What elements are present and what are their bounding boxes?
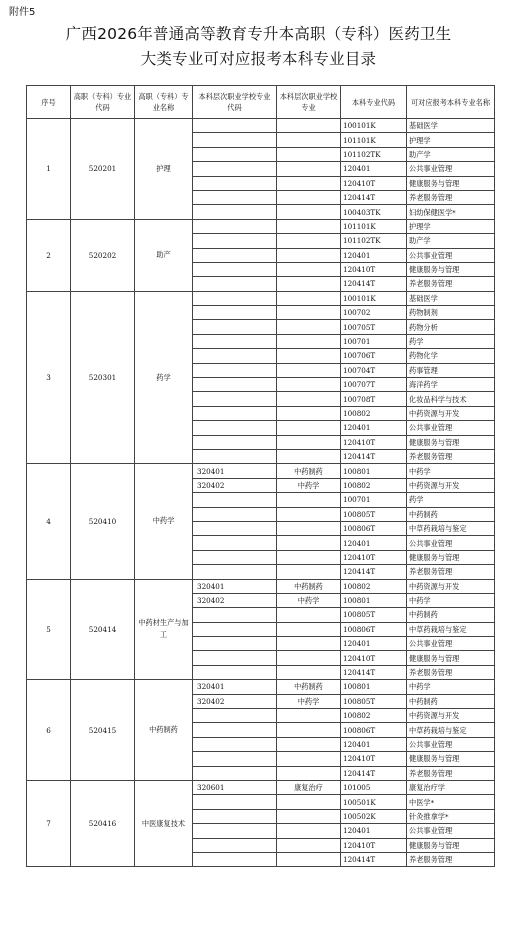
undergrad-major-code: 101101K	[341, 133, 407, 147]
vocational-major-code: 520410	[71, 464, 135, 579]
undergrad-major-code: 100802	[341, 709, 407, 723]
undergrad-major-name: 公共事业管理	[407, 248, 495, 262]
undergrad-major-code: 100802	[341, 406, 407, 420]
vocational-undergrad-major	[277, 421, 341, 435]
vocational-undergrad-code	[193, 119, 277, 133]
undergrad-major-code: 120410T	[341, 550, 407, 564]
vocational-undergrad-code	[193, 435, 277, 449]
row-seq-number: 5	[27, 579, 71, 680]
vocational-undergrad-major	[277, 723, 341, 737]
vocational-undergrad-major	[277, 665, 341, 679]
vocational-undergrad-major	[277, 449, 341, 463]
vocational-undergrad-major	[277, 507, 341, 521]
undergrad-major-name: 中药资源与开发	[407, 406, 495, 420]
undergrad-major-name: 健康服务与管理	[407, 651, 495, 665]
row-seq-number: 2	[27, 219, 71, 291]
undergrad-major-code: 100806T	[341, 521, 407, 535]
vocational-undergrad-major	[277, 234, 341, 248]
row-seq-number: 6	[27, 680, 71, 781]
undergrad-major-name: 公共事业管理	[407, 637, 495, 651]
vocational-major-code: 520301	[71, 291, 135, 464]
undergrad-major-name: 公共事业管理	[407, 162, 495, 176]
vocational-major-name: 助产	[135, 219, 193, 291]
undergrad-major-name: 针灸推拿学*	[407, 809, 495, 823]
vocational-undergrad-major	[277, 133, 341, 147]
vocational-undergrad-code: 320402	[193, 593, 277, 607]
header-undergrad-name: 可对应报考本科专业名称	[407, 86, 495, 119]
undergrad-major-code: 120401	[341, 421, 407, 435]
undergrad-major-name: 妇幼保健医学*	[407, 205, 495, 219]
vocational-undergrad-code	[193, 291, 277, 305]
vocational-undergrad-major: 中药制药	[277, 579, 341, 593]
vocational-undergrad-major	[277, 219, 341, 233]
vocational-undergrad-code	[193, 190, 277, 204]
undergrad-major-code: 101005	[341, 780, 407, 794]
undergrad-major-code: 100707T	[341, 378, 407, 392]
vocational-undergrad-major	[277, 277, 341, 291]
vocational-undergrad-code	[193, 838, 277, 852]
undergrad-major-code: 100101K	[341, 291, 407, 305]
vocational-undergrad-major	[277, 521, 341, 535]
undergrad-major-code: 100801	[341, 593, 407, 607]
undergrad-major-name: 养老服务管理	[407, 665, 495, 679]
undergrad-major-name: 药物分析	[407, 320, 495, 334]
undergrad-major-name: 公共事业管理	[407, 737, 495, 751]
table-row	[27, 291, 495, 305]
undergrad-major-code: 100805T	[341, 608, 407, 622]
vocational-major-code: 520415	[71, 680, 135, 781]
vocational-undergrad-major	[277, 291, 341, 305]
undergrad-major-code: 100705T	[341, 320, 407, 334]
undergrad-major-name: 基础医学	[407, 291, 495, 305]
undergrad-major-code: 120410T	[341, 262, 407, 276]
vocational-undergrad-code	[193, 392, 277, 406]
vocational-major-code: 520414	[71, 579, 135, 680]
vocational-undergrad-major	[277, 320, 341, 334]
vocational-undergrad-code	[193, 809, 277, 823]
vocational-undergrad-code	[193, 234, 277, 248]
undergrad-major-code: 120414T	[341, 565, 407, 579]
vocational-major-name: 中药材生产与加工	[135, 579, 193, 680]
undergrad-major-name: 健康服务与管理	[407, 752, 495, 766]
header-undergrad-code: 本科专业代码	[341, 86, 407, 119]
undergrad-major-code: 100701	[341, 334, 407, 348]
vocational-undergrad-code	[193, 334, 277, 348]
undergrad-major-code: 120414T	[341, 277, 407, 291]
undergrad-major-name: 中药制药	[407, 694, 495, 708]
vocational-undergrad-major: 中药学	[277, 694, 341, 708]
vocational-undergrad-code	[193, 737, 277, 751]
vocational-undergrad-code	[193, 752, 277, 766]
vocational-undergrad-major: 中药学	[277, 593, 341, 607]
vocational-undergrad-code	[193, 709, 277, 723]
undergrad-major-name: 健康服务与管理	[407, 435, 495, 449]
table-row	[27, 579, 495, 593]
undergrad-major-code: 120401	[341, 162, 407, 176]
vocational-undergrad-code	[193, 493, 277, 507]
header-vocational-code: 高职（专科）专业代码	[71, 86, 135, 119]
undergrad-major-code: 101102TK	[341, 234, 407, 248]
undergrad-major-code: 120410T	[341, 838, 407, 852]
document-title-line-2: 大类专业可对应报考本科专业目录	[140, 50, 377, 68]
vocational-undergrad-code	[193, 147, 277, 161]
undergrad-major-name: 健康服务与管理	[407, 176, 495, 190]
vocational-undergrad-code	[193, 565, 277, 579]
vocational-undergrad-major	[277, 737, 341, 751]
vocational-undergrad-code	[193, 449, 277, 463]
vocational-undergrad-code	[193, 406, 277, 420]
undergrad-major-name: 药物化学	[407, 349, 495, 363]
undergrad-major-name: 养老服务管理	[407, 449, 495, 463]
undergrad-major-code: 100801	[341, 680, 407, 694]
vocational-undergrad-major	[277, 435, 341, 449]
undergrad-major-code: 120414T	[341, 852, 407, 866]
table-row	[27, 119, 495, 133]
vocational-undergrad-code	[193, 320, 277, 334]
vocational-undergrad-major	[277, 752, 341, 766]
vocational-undergrad-code	[193, 306, 277, 320]
undergrad-major-name: 护理学	[407, 219, 495, 233]
vocational-undergrad-major	[277, 709, 341, 723]
vocational-undergrad-code	[193, 852, 277, 866]
undergrad-major-name: 助产学	[407, 147, 495, 161]
undergrad-major-name: 养老服务管理	[407, 190, 495, 204]
undergrad-major-code: 100101K	[341, 119, 407, 133]
undergrad-major-code: 100701	[341, 493, 407, 507]
undergrad-major-code: 101102TK	[341, 147, 407, 161]
vocational-undergrad-code	[193, 205, 277, 219]
undergrad-major-name: 中药资源与开发	[407, 709, 495, 723]
undergrad-major-code: 100706T	[341, 349, 407, 363]
vocational-undergrad-code: 320402	[193, 694, 277, 708]
undergrad-major-name: 药事管理	[407, 363, 495, 377]
undergrad-major-code: 120410T	[341, 435, 407, 449]
vocational-undergrad-major: 中药制药	[277, 680, 341, 694]
undergrad-major-name: 养老服务管理	[407, 852, 495, 866]
vocational-undergrad-major	[277, 248, 341, 262]
vocational-undergrad-major	[277, 637, 341, 651]
vocational-undergrad-code	[193, 723, 277, 737]
vocational-undergrad-major	[277, 190, 341, 204]
undergrad-major-code: 120410T	[341, 651, 407, 665]
undergrad-major-name: 中药资源与开发	[407, 478, 495, 492]
undergrad-major-name: 护理学	[407, 133, 495, 147]
undergrad-major-name: 海洋药学	[407, 378, 495, 392]
vocational-undergrad-code: 320401	[193, 464, 277, 478]
undergrad-major-name: 健康服务与管理	[407, 838, 495, 852]
undergrad-major-name: 中药学	[407, 680, 495, 694]
undergrad-major-name: 化妆品科学与技术	[407, 392, 495, 406]
vocational-undergrad-major	[277, 205, 341, 219]
undergrad-major-code: 120410T	[341, 176, 407, 190]
undergrad-major-code: 120414T	[341, 449, 407, 463]
header-vocational-undergrad-major: 本科层次职业学校专业	[277, 86, 341, 119]
attachment-label: 附件5	[9, 7, 36, 18]
header-seq: 序号	[27, 86, 71, 119]
table-header-row	[27, 86, 495, 119]
vocational-undergrad-code: 320402	[193, 478, 277, 492]
vocational-undergrad-code: 320401	[193, 680, 277, 694]
undergrad-major-name: 健康服务与管理	[407, 550, 495, 564]
vocational-undergrad-code	[193, 536, 277, 550]
table-row	[27, 219, 495, 233]
vocational-undergrad-code	[193, 421, 277, 435]
undergrad-major-name: 中医学*	[407, 795, 495, 809]
vocational-undergrad-major	[277, 406, 341, 420]
undergrad-major-name: 公共事业管理	[407, 824, 495, 838]
undergrad-major-code: 120401	[341, 737, 407, 751]
vocational-undergrad-code	[193, 349, 277, 363]
vocational-undergrad-major	[277, 119, 341, 133]
vocational-undergrad-major	[277, 536, 341, 550]
vocational-undergrad-major	[277, 334, 341, 348]
vocational-undergrad-major	[277, 824, 341, 838]
vocational-major-name: 中医康复技术	[135, 780, 193, 866]
vocational-undergrad-code	[193, 824, 277, 838]
vocational-undergrad-code	[193, 521, 277, 535]
document-title-line-1: 广西2026年普通高等教育专升本高职（专科）医药卫生	[65, 25, 452, 43]
vocational-undergrad-code	[193, 378, 277, 392]
undergrad-major-name: 药学	[407, 493, 495, 507]
undergrad-major-name: 中草药栽培与鉴定	[407, 521, 495, 535]
undergrad-major-code: 120401	[341, 536, 407, 550]
vocational-undergrad-major	[277, 608, 341, 622]
vocational-undergrad-major	[277, 651, 341, 665]
undergrad-major-code: 100801	[341, 464, 407, 478]
table-row	[27, 780, 495, 794]
table-body	[27, 119, 495, 867]
undergrad-major-code: 120414T	[341, 766, 407, 780]
undergrad-major-code: 120401	[341, 637, 407, 651]
vocational-undergrad-major	[277, 550, 341, 564]
vocational-major-name: 中药制药	[135, 680, 193, 781]
undergrad-major-code: 120410T	[341, 752, 407, 766]
row-seq-number: 3	[27, 291, 71, 464]
vocational-undergrad-code	[193, 162, 277, 176]
major-correspondence-table	[26, 85, 495, 867]
undergrad-major-code: 100805T	[341, 694, 407, 708]
vocational-undergrad-major: 中药学	[277, 478, 341, 492]
vocational-undergrad-code	[193, 363, 277, 377]
undergrad-major-name: 中草药栽培与鉴定	[407, 723, 495, 737]
undergrad-major-name: 药学	[407, 334, 495, 348]
vocational-undergrad-code	[193, 248, 277, 262]
vocational-undergrad-code	[193, 766, 277, 780]
vocational-undergrad-major	[277, 349, 341, 363]
vocational-undergrad-major	[277, 176, 341, 190]
vocational-undergrad-code	[193, 219, 277, 233]
undergrad-major-code: 100802	[341, 478, 407, 492]
vocational-undergrad-code: 320601	[193, 780, 277, 794]
undergrad-major-name: 养老服务管理	[407, 565, 495, 579]
undergrad-major-name: 药物制剂	[407, 306, 495, 320]
vocational-undergrad-major	[277, 378, 341, 392]
undergrad-major-code: 100403TK	[341, 205, 407, 219]
undergrad-major-code: 100805T	[341, 507, 407, 521]
undergrad-major-code: 100708T	[341, 392, 407, 406]
undergrad-major-code: 120401	[341, 248, 407, 262]
vocational-undergrad-code	[193, 550, 277, 564]
vocational-undergrad-major	[277, 262, 341, 276]
vocational-undergrad-code	[193, 133, 277, 147]
undergrad-major-code: 101101K	[341, 219, 407, 233]
undergrad-major-code: 120401	[341, 824, 407, 838]
vocational-major-code: 520416	[71, 780, 135, 866]
vocational-undergrad-code	[193, 262, 277, 276]
vocational-undergrad-major	[277, 147, 341, 161]
undergrad-major-code: 100704T	[341, 363, 407, 377]
vocational-major-name: 中药学	[135, 464, 193, 579]
vocational-undergrad-code	[193, 795, 277, 809]
undergrad-major-name: 健康服务与管理	[407, 262, 495, 276]
undergrad-major-name: 中药制药	[407, 507, 495, 521]
undergrad-major-code: 120414T	[341, 665, 407, 679]
undergrad-major-name: 助产学	[407, 234, 495, 248]
undergrad-major-name: 中药资源与开发	[407, 579, 495, 593]
vocational-undergrad-major	[277, 622, 341, 636]
vocational-undergrad-major	[277, 852, 341, 866]
vocational-undergrad-major	[277, 306, 341, 320]
vocational-undergrad-code	[193, 507, 277, 521]
vocational-undergrad-code	[193, 651, 277, 665]
vocational-undergrad-major	[277, 392, 341, 406]
undergrad-major-name: 养老服务管理	[407, 277, 495, 291]
row-seq-number: 7	[27, 780, 71, 866]
vocational-undergrad-code	[193, 277, 277, 291]
vocational-undergrad-code	[193, 176, 277, 190]
vocational-undergrad-major	[277, 162, 341, 176]
vocational-undergrad-major: 康复治疗	[277, 780, 341, 794]
undergrad-major-code: 120414T	[341, 190, 407, 204]
vocational-undergrad-major: 中药制药	[277, 464, 341, 478]
vocational-major-code: 520202	[71, 219, 135, 291]
row-seq-number: 4	[27, 464, 71, 579]
vocational-undergrad-major	[277, 795, 341, 809]
undergrad-major-name: 中药学	[407, 464, 495, 478]
undergrad-major-code: 100806T	[341, 622, 407, 636]
table-row	[27, 464, 495, 478]
undergrad-major-name: 中药学	[407, 593, 495, 607]
vocational-undergrad-major	[277, 493, 341, 507]
undergrad-major-code: 100502K	[341, 809, 407, 823]
undergrad-major-name: 中药制药	[407, 608, 495, 622]
undergrad-major-code: 100702	[341, 306, 407, 320]
undergrad-major-code: 100806T	[341, 723, 407, 737]
vocational-undergrad-code	[193, 622, 277, 636]
undergrad-major-code: 100501K	[341, 795, 407, 809]
undergrad-major-code: 100802	[341, 579, 407, 593]
vocational-major-name: 药学	[135, 291, 193, 464]
vocational-undergrad-major	[277, 565, 341, 579]
undergrad-major-name: 基础医学	[407, 119, 495, 133]
undergrad-major-name: 康复治疗学	[407, 780, 495, 794]
vocational-major-name: 护理	[135, 119, 193, 220]
undergrad-major-name: 养老服务管理	[407, 766, 495, 780]
undergrad-major-name: 公共事业管理	[407, 421, 495, 435]
row-seq-number: 1	[27, 119, 71, 220]
vocational-undergrad-code	[193, 608, 277, 622]
header-vocational-name: 高职（专科）专业名称	[135, 86, 193, 119]
vocational-undergrad-code	[193, 637, 277, 651]
vocational-undergrad-code: 320401	[193, 579, 277, 593]
vocational-undergrad-major	[277, 363, 341, 377]
vocational-undergrad-code	[193, 665, 277, 679]
vocational-undergrad-major	[277, 766, 341, 780]
vocational-undergrad-major	[277, 809, 341, 823]
vocational-major-code: 520201	[71, 119, 135, 220]
undergrad-major-name: 公共事业管理	[407, 536, 495, 550]
vocational-undergrad-major	[277, 838, 341, 852]
header-vocational-undergrad-code: 本科层次职业学校专业代码	[193, 86, 277, 119]
table-row	[27, 680, 495, 694]
undergrad-major-name: 中草药栽培与鉴定	[407, 622, 495, 636]
